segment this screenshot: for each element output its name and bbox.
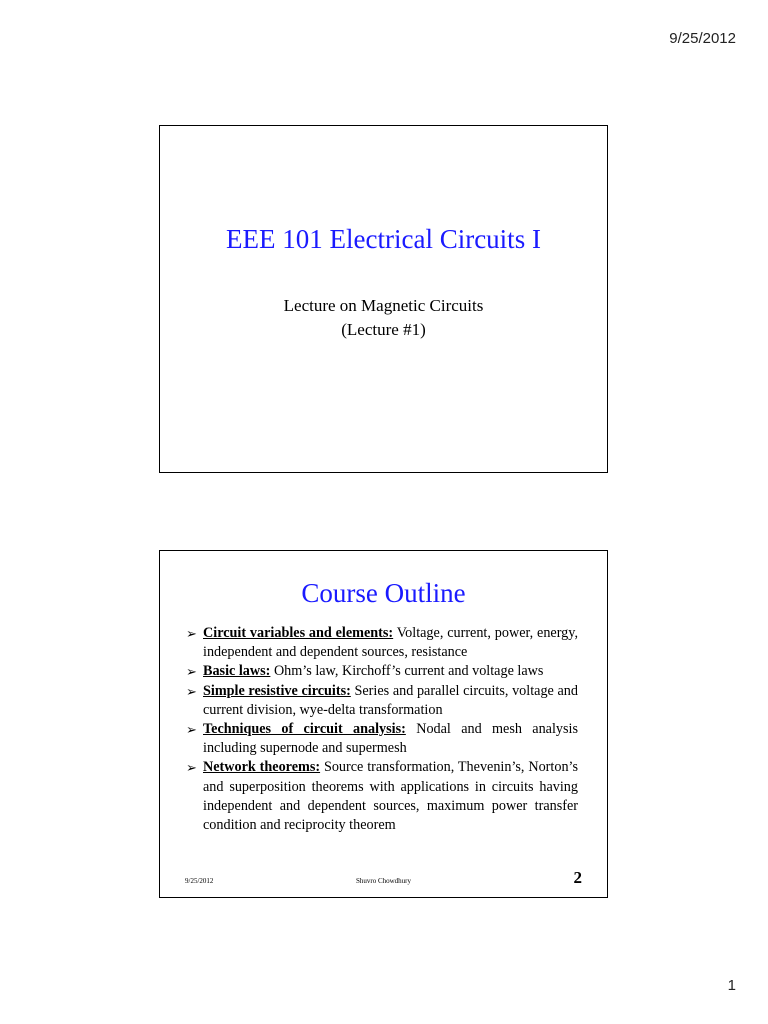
arrow-bullet-icon: ➢ [186, 664, 197, 680]
slide-footer-date: 9/25/2012 [185, 877, 214, 885]
slide-2 [159, 550, 608, 898]
topic-label: Circuit variables and elements: [203, 625, 394, 641]
list-item [186, 720, 578, 758]
topic-label: Simple resistive circuits: [203, 682, 351, 699]
topic-description: Voltage, current, power, energy, independent and dependent sources, resistance [203, 625, 578, 661]
course-outline-list [186, 624, 578, 835]
arrow-bullet-icon: ➢ [186, 683, 197, 699]
topic-label: Techniques of circuit analysis: [203, 721, 406, 738]
list-item [186, 758, 578, 835]
topic-description: Series and parallel circuits, voltage and current division, wye-delta transformation [203, 682, 578, 718]
list-item [186, 624, 578, 662]
arrow-bullet-icon: ➢ [186, 760, 197, 776]
page-number: 1 [727, 977, 736, 994]
slide-1 [159, 125, 608, 473]
slide-1-title: EEE 101 Electrical Circuits I [226, 224, 541, 254]
list-item [186, 682, 578, 720]
slide-1-subtitle-line-2: (Lecture #1) [341, 320, 426, 339]
topic-label: Basic laws: [203, 663, 271, 680]
slide-1-subtitle-line-1: Lecture on Magnetic Circuits [283, 296, 484, 315]
topic-description: Source transformation, Thevenin’s, Norton’s and superposition theorems with applications in circuits having independent and dependent sources, maximum power transfer condition and reciprocity theorem [203, 759, 578, 834]
topic-description: Ohm’s law, Kirchoff’s current and voltage laws [270, 663, 544, 680]
topic-label: Network theorems: [203, 759, 321, 776]
slide-2-title: Course Outline [301, 578, 466, 608]
arrow-bullet-icon: ➢ [186, 626, 197, 641]
slide-footer-author: Shuvro Chowdhury [355, 877, 412, 885]
slide-1-subtitle [160, 294, 607, 342]
page-date: 9/25/2012 [669, 30, 736, 47]
arrow-bullet-icon: ➢ [186, 722, 197, 738]
topic-description: Nodal and mesh analysis including supernode and supermesh [203, 721, 579, 757]
list-item [186, 662, 578, 681]
slide-number: 2 [573, 868, 582, 887]
